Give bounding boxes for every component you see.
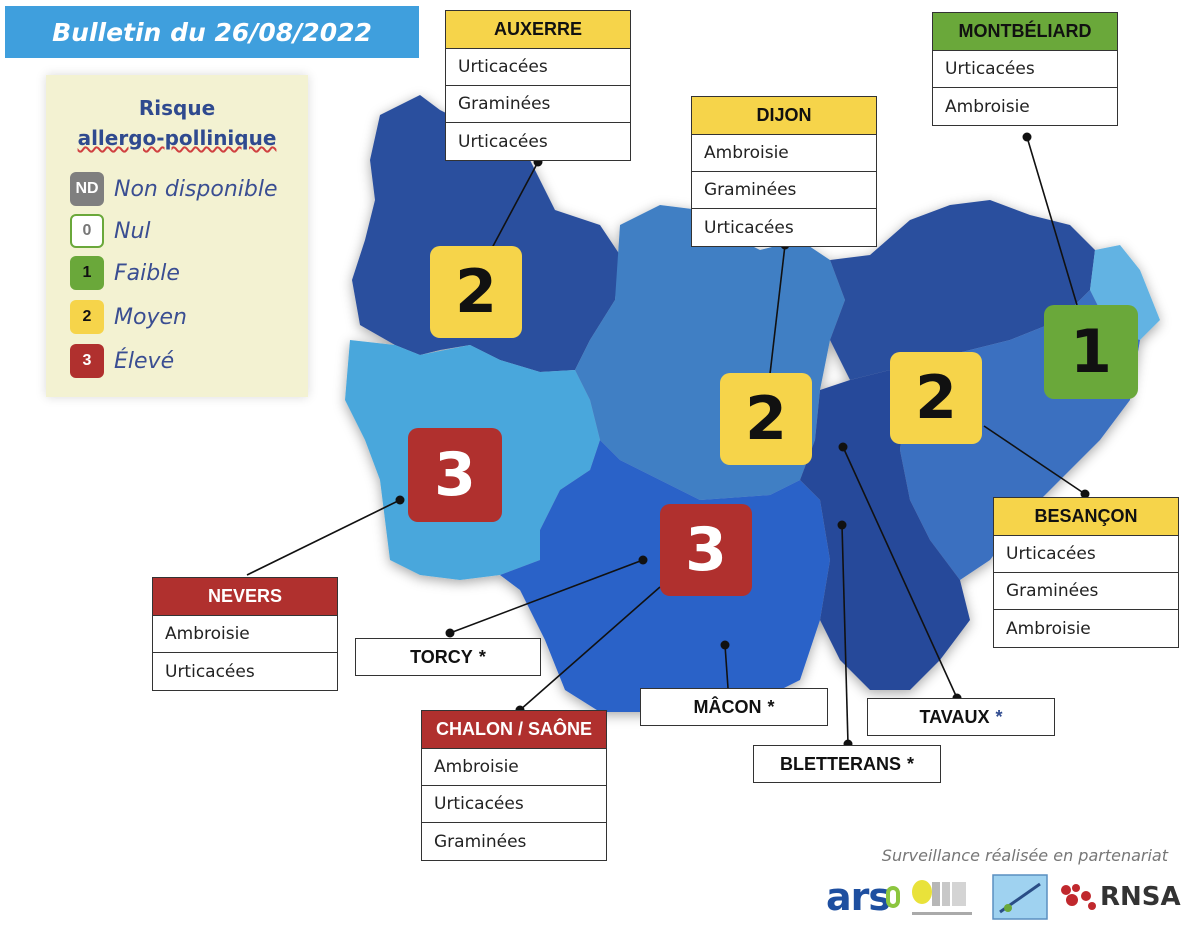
- legend-label: Faible: [114, 260, 180, 286]
- station-box-montbeliard: [932, 12, 1118, 126]
- station-label-macon: [640, 688, 828, 726]
- station-name: MONTBÉLIARD: [933, 13, 1117, 51]
- pollen-item: Urticacées: [446, 49, 630, 86]
- station-name: AUXERRE: [446, 11, 630, 49]
- legend-swatch-3: 3: [70, 344, 104, 378]
- station-star: *: [478, 646, 486, 667]
- risk-badge-yonne: 2: [430, 246, 522, 338]
- ars-swoosh-icon: [886, 886, 900, 908]
- risk-badge-nievre: 3: [408, 428, 502, 522]
- raft-icon: [992, 874, 1048, 920]
- station-box-nevers: [152, 577, 338, 691]
- station-name: TORCY: [410, 646, 473, 667]
- legend-label: Nul: [114, 218, 151, 244]
- station-box-dijon: [691, 96, 877, 247]
- pollen-item: Ambroisie: [1006, 618, 1091, 639]
- pollen-item: Urticacées: [458, 131, 548, 152]
- raft-logo: [992, 872, 1048, 922]
- nevers-point: [396, 496, 405, 505]
- macon-point: [721, 641, 730, 650]
- pollen-item: Ambroisie: [422, 749, 606, 786]
- legend-label: Non disponible: [114, 176, 278, 202]
- partner-logos: [826, 872, 1196, 922]
- legend-swatch-nd: ND: [70, 172, 104, 206]
- anaforcal-icon: [908, 872, 978, 922]
- station-label-tavaux: [867, 698, 1055, 736]
- tavaux-point: [839, 443, 848, 452]
- legend-title: Risque allergo-pollinique: [77, 96, 277, 150]
- pollen-item: Graminées: [692, 172, 876, 209]
- pollen-item: Graminées: [994, 573, 1178, 610]
- legend-swatch-0: 0: [70, 214, 104, 248]
- station-label-torcy: [355, 638, 541, 676]
- bulletin-title: Bulletin du 26/08/2022: [5, 6, 419, 58]
- anaforcal-logo: [908, 872, 978, 922]
- station-star: *: [906, 753, 914, 774]
- station-name: MÂCON: [693, 696, 762, 717]
- station-box-besancon: [993, 497, 1179, 648]
- pollen-item: Urticacées: [933, 51, 1117, 88]
- station-name: TAVAUX: [919, 706, 990, 727]
- pollen-item: Urticacées: [422, 786, 606, 823]
- pollen-item: Graminées: [446, 86, 630, 123]
- legend-label: Élevé: [114, 348, 175, 374]
- station-name: DIJON: [692, 97, 876, 135]
- legend-swatch-2: 2: [70, 300, 104, 334]
- pollen-item: Graminées: [434, 831, 527, 852]
- ars-logo: ars: [826, 872, 904, 922]
- rnsa-icon: [1060, 882, 1098, 912]
- rnsa-logo: RNSA: [1060, 872, 1194, 922]
- station-star: *: [767, 696, 775, 717]
- pollen-item: Ambroisie: [945, 96, 1030, 117]
- torcy-label-point: [446, 629, 455, 638]
- pollen-item: Urticacées: [165, 661, 255, 682]
- pollen-item: Urticacées: [994, 536, 1178, 573]
- pollen-item: Ambroisie: [153, 616, 337, 653]
- station-name: NEVERS: [153, 578, 337, 616]
- legend-swatch-1: 1: [70, 256, 104, 290]
- legend-label: Moyen: [114, 304, 187, 330]
- partnership-text: Surveillance réalisée en partenariat: [881, 846, 1168, 865]
- pollen-item: Urticacées: [704, 217, 794, 238]
- station-box-chalon: [421, 710, 607, 861]
- station-name: CHALON / SAÔNE: [422, 711, 606, 749]
- risk-badge-saone-et-loire: 3: [660, 504, 752, 596]
- risk-badge-territoire-belfort: 1: [1044, 305, 1138, 399]
- torcy-point: [639, 556, 648, 565]
- station-label-bletterans: [753, 745, 941, 783]
- montbeliard-point: [1023, 133, 1032, 142]
- station-star: *: [995, 706, 1003, 727]
- risk-badge-doubs-jura: 2: [890, 352, 982, 444]
- station-box-auxerre: [445, 10, 631, 161]
- risk-badge-cote-dor: 2: [720, 373, 812, 465]
- station-name: BLETTERANS: [779, 753, 901, 774]
- pollen-item: Ambroisie: [692, 135, 876, 172]
- bletterans-point: [838, 521, 847, 530]
- station-name: BESANÇON: [994, 498, 1178, 536]
